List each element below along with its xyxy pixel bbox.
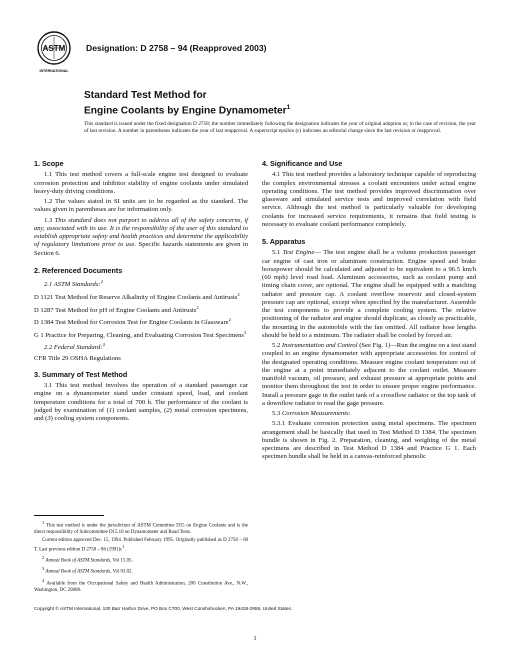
paragraph-5-1-body: — The test engine shall be a volume production passenger car engine of cast iron or aluminum construction. Engine speed and brake horsepower should be calculated and adjusted to be equivalent to a 96.5 km/h (60 mph) level road load. Aluminum accessories, such as coolant pump and timing chain cover, are optional. The engine shall be equipped with a matching radiator and pressure cap. A coolant overflow reservoir and closed-system pressure cap are optional, except when specified by the manufacturer. Assemble the test components to provide a complete cooling system. The relative positioning of the radiator and engine should duplicate, as closely as practicable, the mounting in the automobile with the fan omitted. All radiator hose lengths should be held to a minimum. The radiator shall be cooled by forced air.: [262, 249, 477, 339]
footnote-3-volume: , Vol 03.02.: [110, 570, 133, 576]
title-line-1: Standard Test Method for: [84, 90, 207, 101]
footnote-2-mark: 2: [42, 555, 45, 561]
footnote-1-mark: 1: [42, 520, 45, 525]
reference-d1384-sup: 2: [228, 317, 231, 323]
summary-text-b: ) coolant samples, (: [112, 406, 167, 414]
astm-standards-heading: [34, 278, 248, 289]
left-column: [34, 160, 248, 425]
document-title: [84, 90, 464, 117]
paragraph-1-3: [34, 217, 248, 258]
paragraph-5-2-number: 5.2: [272, 342, 282, 349]
summary-num-1: 1: [108, 406, 113, 414]
paragraph-3-1: [34, 382, 248, 423]
federal-standard-label: 2.2 Federal Standard:: [44, 344, 103, 352]
footnote-3-title: Annual Book of ASTM Standards: [45, 570, 111, 576]
reference-d1384-text: D 1384 Test Method for Corrosion Test for Engine Coolants in Glassware: [34, 319, 229, 327]
paragraph-5-1-title: Test Engine: [282, 249, 315, 257]
reference-g1-text: G 1 Practice for Preparing, Cleaning, and Evaluating Corrosion Test Specimens: [34, 331, 245, 339]
logo-subtext: INTERNATIONAL: [39, 69, 69, 73]
astm-logo-icon: [34, 30, 74, 76]
section-heading-references: 2. Referenced Documents: [34, 265, 123, 275]
section-heading-summary: 3. Summary of Test Method: [34, 369, 128, 379]
paragraph-5-1: [262, 249, 476, 340]
footnote-2: [34, 555, 248, 565]
paragraph-5-3-number: 5.3: [272, 410, 282, 417]
logo-letters: ASTM: [42, 44, 66, 53]
paragraph-1-1: 1.1 This test method covers a full-scale engine test designed to evaluate corrosion protection and inhibitor stability of engine coolants under simulated heavy-duty driving conditions.: [34, 171, 248, 195]
section-heading-scope: 1. Scope: [34, 159, 64, 168]
title-text: Engine Coolants by Engine Dynamometer: [84, 105, 287, 117]
hazards-statement: Specific hazards statements are given in Section 6.: [34, 241, 248, 257]
page-number: 1: [253, 635, 257, 642]
reference-g1: [34, 329, 248, 340]
paragraph-5-2-title: Instrumentation and Control: [281, 342, 358, 349]
footnote-3-mark: 3: [42, 566, 45, 572]
footnote-4: [34, 578, 248, 594]
federal-standard-heading: [34, 341, 248, 352]
summary-text-a: 3.1 This test method involves the operation of a standard passenger car engine on a dynamometer stand under constant speed, load, and coolant temperature conditions for a total of 700 h. The performance of the coolant is judged by examination of (: [34, 382, 248, 414]
reference-g1-sup: 3: [244, 329, 247, 335]
reference-cfr: CFR Title 29 OSHA Regulations: [34, 354, 121, 362]
paragraph-5-2-body: (See Fig. 1)—Run the engine on a test stand coupled to an engine dynamometer with appropriate accessories for control of the designated operating conditions. Measure engine coolant temperature out of the engine at a point immediately adjacent to the coolant outlet. Measure manifold vacuum, oil pressure, and exhaust pressure at appropriate points and monitor them throughout the test in order to ensure proper engine performance. Install a pressure gage in the outlet tank of a crossflow radiator or the top tank of a downflow radiator to read the gage pressure.: [262, 342, 477, 407]
right-column: [262, 160, 476, 464]
footnote-3: [34, 566, 248, 576]
footnote-1-edition-sup: 1: [122, 543, 125, 549]
footnote-1: [34, 520, 248, 536]
footnotes: [34, 520, 248, 595]
footnote-2-volume: , Vol 15.05.: [110, 558, 133, 564]
paragraph-5-1-number: 5.1: [272, 249, 283, 257]
paragraph-5-2: [262, 342, 476, 408]
paragraph-4-1: 4.1 This test method provides a laboratory technique capable of reproducing the complex environmental stresses a coolant encounters under actual engine operating conditions. The test method provides improved discrimination over glassware and simulated service tests and improved correlation with field service. Although the test method is particularly valuable for developing coolants for increased service requirements, it remains that field testing is necessary to evaluate coolant performance completely.: [262, 171, 476, 228]
document-header: [34, 30, 474, 76]
footnote-1-edition-text: Current edition approved Dec. 15, 1994. Published February 1995. Originally published as D 2758 – 68 T. Last previous edition D 2758 – 86 (1991)ε: [34, 537, 248, 553]
footnote-1-edition-end: .: [124, 547, 126, 553]
footnote-4-mark: 4: [42, 577, 45, 583]
copyright-notice: Copyright © ASTM International, 100 Barr Harbor Drive, PO Box C700, West Conshohocken, PA 19428-2959, United States.: [34, 606, 293, 611]
paragraph-1-2: 1.2 The values stated in SI units are to be regarded as the standard. The values given in parentheses are for information only.: [34, 198, 248, 214]
reference-d1287-text: D 1287 Test Method for pH of Engine Coolants and Antirusts: [34, 307, 197, 315]
astm-standards-label: 2.1 ASTM Standards:: [44, 281, 101, 289]
footnote-divider: [34, 515, 104, 516]
designation: Designation: D 2758 – 94 (Reapproved 2003): [86, 43, 267, 53]
federal-standard-sup: 4: [102, 342, 105, 348]
summary-num-3: 3: [47, 415, 51, 423]
astm-standards-sup: 2: [100, 279, 103, 284]
summary-num-2: 2: [166, 406, 170, 414]
reference-d1121-text: D 1121 Test Method for Reserve Alkalinity of Engine Coolants and Antirusts: [34, 294, 238, 302]
footnote-2-title: Annual Book of ASTM Standards: [45, 558, 111, 564]
reference-d1121: [34, 291, 248, 302]
paragraph-5-3: [262, 410, 476, 418]
title-line-2: [84, 102, 464, 117]
reference-d1287: [34, 304, 248, 315]
safety-caveat: 1.3 This standard does not purport to address all of the safety concerns, if any, associated with its use. It is the responsibility of the user of this standard to establish appropriate safety and health practices and determine the applicability of regulatory limitations prior to use.: [34, 216, 248, 249]
title-footnote-mark: 1: [286, 104, 291, 111]
paragraph-5-3-1: 5.3.1 Evaluate corrosion protection using metal specimens. The specimen arrangement shall be basically that used in Test Method D 1384. The specimen bundle is shown in Fig. 2. Preparation, cleaning, and weighing of the metal specimens are described in Test Method D 1384 and Practice G 1. Each specimen bundle shall be held in a canvas-reinforced phenolic: [262, 420, 476, 461]
section-heading-significance: 4. Significance and Use: [262, 159, 343, 168]
paragraph-5-3-colon: :: [348, 410, 351, 417]
footnote-4-text: Available from the Occupational Safety and Health Administration, 200 Constitution Ave., N.W., Washington, DC 20008.: [34, 581, 249, 593]
section-heading-apparatus: 5. Apparatus: [262, 237, 306, 246]
paragraph-5-3-title: Corrosion Measurements: [281, 410, 349, 417]
reference-d1121-sup: 2: [237, 292, 240, 298]
issued-note: This standard is issued under the fixed designation D 2758; the number immediately following the designation indicates the year of original adoption or, in the case of revision, the year of last revision. A number in parentheses indicates the year of last reapproval. A superscript epsilon (ε) indicates an editorial change since the last revision or reapproval.: [84, 121, 476, 134]
footnote-1-edition: [34, 538, 248, 554]
reference-d1384: [34, 316, 248, 327]
summary-text-d: ) cooling system components.: [50, 415, 130, 423]
footnote-1-text: This test method is under the jurisdiction of ASTM Committee D15 on Engine Coolants and is the direct responsibility of Subcommittee D15.10 on Dynamometer and Road Tests.: [34, 523, 248, 535]
summary-text-c: ) metal corrosion specimens, and (: [34, 406, 248, 423]
reference-d1287-sup: 2: [196, 304, 199, 310]
